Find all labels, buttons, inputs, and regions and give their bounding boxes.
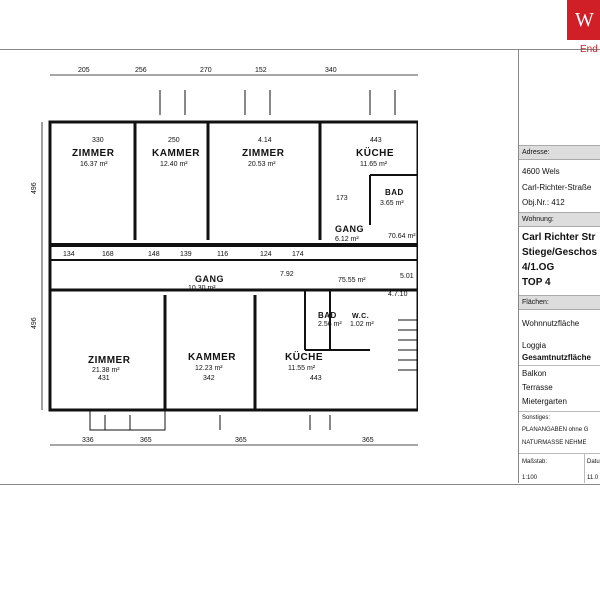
inner-bottom-dim-2: 342 [203, 375, 215, 382]
wohnung-header: Wohnung: [519, 212, 600, 227]
room-area: 12.40 m² [160, 161, 188, 168]
room-area: 6.12 m² [335, 236, 359, 243]
room-label: ZIMMER [72, 148, 115, 159]
row-separator [519, 453, 600, 454]
wohnung-line-3: 4/1.OG [522, 262, 555, 273]
address-city: 4600 Wels [522, 167, 560, 176]
object-number: Obj.Nr.: 412 [522, 198, 565, 207]
dim-label: 4.7.10 [388, 291, 408, 298]
dim-label: 139 [180, 251, 192, 258]
top-dim-5: 340 [325, 67, 337, 74]
inner-top-dim-4: 443 [370, 137, 382, 144]
planangaben-note: PLANANGABEN ohne G [522, 427, 589, 433]
room-label: GANG [195, 274, 224, 284]
inner-top-dim-2: 250 [168, 137, 180, 144]
massstab-header: Maßstab: [522, 459, 548, 465]
top-dim-3: 270 [200, 67, 212, 74]
dim-label: 124 [260, 251, 272, 258]
inner-top-dim-1: 330 [92, 137, 104, 144]
bottom-dim-2: 365 [140, 437, 152, 444]
bottom-dim-4: 365 [362, 437, 374, 444]
naturmasse-note: NATURMASSE NEHME [522, 440, 587, 446]
dim-label: 174 [292, 251, 304, 258]
room-area: 11.65 m² [360, 161, 388, 168]
inner-top-dim-3: 4.14 [258, 137, 272, 144]
top-dim-2: 256 [135, 67, 147, 74]
wohnung-line-2: Stiege/Geschos [522, 247, 598, 258]
room-area: 10.30 m² [188, 285, 216, 292]
dim-label: 5.01 [400, 273, 414, 280]
dim-label: 148 [148, 251, 160, 258]
room-area: 12.23 m² [195, 365, 223, 372]
room-label: KAMMER [152, 148, 200, 159]
massstab-value: 1:100 [522, 475, 538, 481]
room-area: 16.37 m² [80, 161, 108, 168]
dim-label: 168 [102, 251, 114, 258]
wohnnutzflaeche-label: Wohnnutzfläche [522, 319, 580, 328]
room-area: 21.38 m² [92, 367, 120, 374]
dim-label: 134 [63, 251, 75, 258]
left-dim-1: 496 [31, 182, 38, 194]
floor-plan [30, 60, 418, 450]
flat-area-label: 75.55 m² [338, 277, 366, 284]
room-label: ZIMMER [242, 148, 285, 159]
info-panel [519, 49, 600, 483]
row-separator [519, 365, 600, 366]
logo-letter: W [575, 9, 594, 31]
brand-logo [567, 0, 600, 40]
adresse-header: Adresse: [519, 145, 600, 160]
balkon-label: Balkon [522, 369, 547, 378]
inner-bottom-dim-1: 431 [98, 375, 110, 382]
room-area: 20.53 m² [248, 161, 276, 168]
terrasse-label: Terrasse [522, 383, 553, 392]
flaechen-header: Flächen: [519, 295, 600, 310]
room-label: BAD [318, 311, 337, 320]
bottom-dim-1: 336 [82, 437, 94, 444]
gesamtnutzflaeche-label: Gesamtnutzfläche [522, 353, 591, 362]
dim-label: 7.92 [280, 271, 294, 278]
dim-label: 173 [336, 195, 348, 202]
room-label: W.C. [352, 313, 370, 320]
sonstiges-header: Sonstiges: [522, 415, 551, 421]
room-area: 3.65 m² [380, 200, 404, 207]
left-dim-2: 496 [31, 317, 38, 329]
room-label: KÜCHE [356, 148, 395, 159]
brand-tagline: End [580, 44, 598, 55]
room-area: 2.56 m² [318, 321, 342, 328]
room-area: 1.02 m² [350, 321, 374, 328]
top-dim-4: 152 [255, 67, 267, 74]
loggia-label: Loggia [522, 341, 547, 350]
row-separator [519, 411, 600, 412]
room-label: KAMMER [188, 352, 236, 363]
inner-bottom-dim-3: 443 [310, 375, 322, 382]
room-label: GANG [335, 224, 364, 234]
mietergarten-label: Mietergarten [522, 397, 567, 406]
room-label: KÜCHE [285, 352, 324, 363]
wohnung-line-4: TOP 4 [522, 277, 551, 288]
room-label: ZIMMER [88, 355, 131, 366]
flat-area-label: 70.64 m² [388, 233, 416, 240]
datum-header: Datu [587, 459, 600, 465]
room-area: 11.55 m² [288, 365, 316, 372]
room-label: BAD [385, 188, 404, 197]
datum-value: 11.0 [587, 475, 599, 481]
wohnung-line-1: Carl Richter Str [522, 232, 596, 243]
address-street: Carl-Richter-Straße [522, 183, 592, 192]
top-dim-1: 205 [78, 67, 90, 74]
dim-label: 116 [217, 251, 229, 258]
column-separator [584, 453, 585, 483]
bottom-dim-3: 365 [235, 437, 247, 444]
